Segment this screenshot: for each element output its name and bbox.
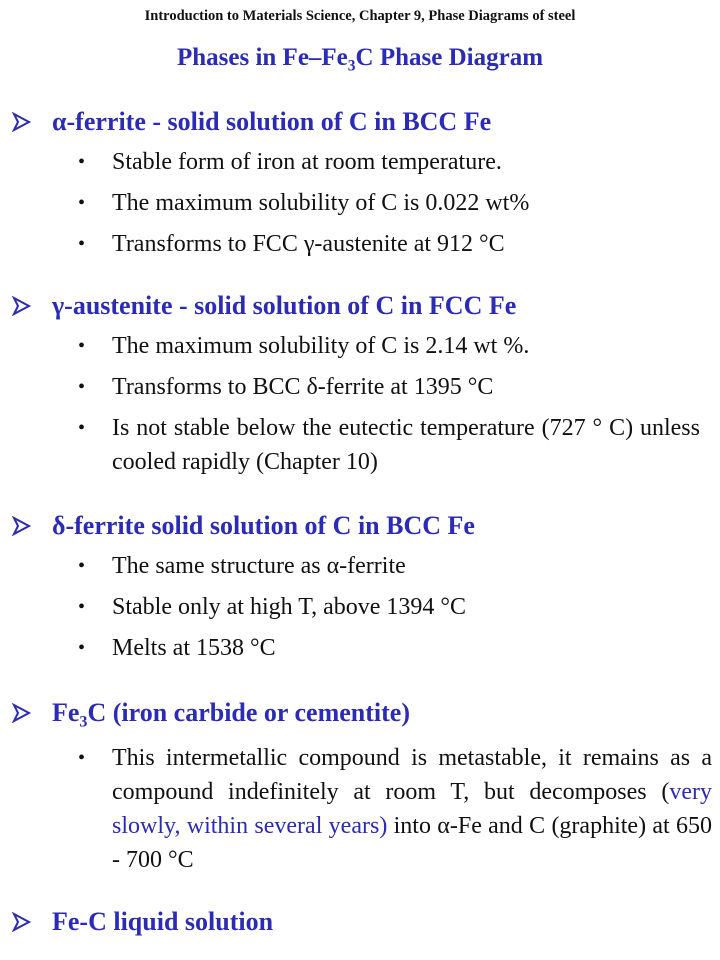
bullet-dot: • [78,596,86,618]
list-item: • Transforms to BCC δ-ferrite at 1395 °C [12,370,712,404]
list-item: • Transforms to FCC γ-austenite at 912 °C [12,227,712,261]
bullet-dot: • [78,151,86,173]
arrow-bullet-icon [12,296,52,316]
section-delta-ferrite [12,510,712,665]
bullet-dot: • [78,555,86,577]
section-heading-text: $Fe_3C$ (iron carbide or cementite) [52,698,410,731]
list-item: • Stable form of iron at room temperature. [12,145,712,179]
list-item: • Melts at 1538 °C [12,631,712,665]
section-heading-text: α-ferrite - solid solution of C in BCC Fe [52,107,492,136]
list-item: • The same structure as α-ferrite [12,549,712,583]
bullet-list [12,329,712,479]
bullet-dot: • [78,192,86,214]
bullet-dot: • [78,376,86,398]
section-heading [12,906,712,938]
page-title [0,44,720,75]
bullet-list [12,741,712,877]
section-heading [12,106,712,138]
section-cementite [12,697,712,877]
bullet-list [12,549,712,665]
bullet-list [12,145,712,261]
bullet-dot: • [78,233,86,255]
list-item: • Is not stable below the eutectic temperature (727 ° C) unless cooled rapidly (Chapter 10) [12,411,712,479]
arrow-bullet-icon [12,112,52,132]
bullet-dot: • [78,335,86,357]
section-heading [12,290,712,322]
title-tail: C Phase Diagram [355,44,544,71]
section-heading [12,697,712,729]
highlight-text: very slowly, within several years) [112,779,712,839]
section-gamma-austenite [12,290,712,479]
section-heading [12,510,712,542]
arrow-bullet-icon [12,703,52,723]
section-liquid-solution [12,906,712,938]
title-subscript: 3 [347,57,356,75]
title-main: Phases in Fe–Fe [176,44,348,71]
list-item: • This intermetallic compound is metastable, it remains as a compound indefinitely at room T, but decomposes (very slowly, within several years) into α-Fe and C (graphite) at 650 - 700 °C [12,741,712,877]
section-alpha-ferrite [12,106,712,261]
page-header: Introduction to Materials Science, Chapter 9, Phase Diagrams of steel [144,8,576,24]
arrow-bullet-icon [12,516,52,536]
list-item: • Stable only at high T, above 1394 °C [12,590,712,624]
section-heading-text: Fe-C liquid solution [52,907,274,936]
section-heading-text: δ-ferrite solid solution of C in BCC Fe [52,511,475,540]
list-item: • The maximum solubility of C is 0.022 wt% [12,186,712,220]
bullet-dot: • [78,417,86,439]
arrow-bullet-icon [12,912,52,932]
section-heading-text: γ-austenite - solid solution of C in FCC Fe [52,291,517,320]
bullet-dot: • [78,637,86,659]
list-item: • The maximum solubility of C is 2.14 wt %. [12,329,712,363]
bullet-dot: • [78,747,86,769]
